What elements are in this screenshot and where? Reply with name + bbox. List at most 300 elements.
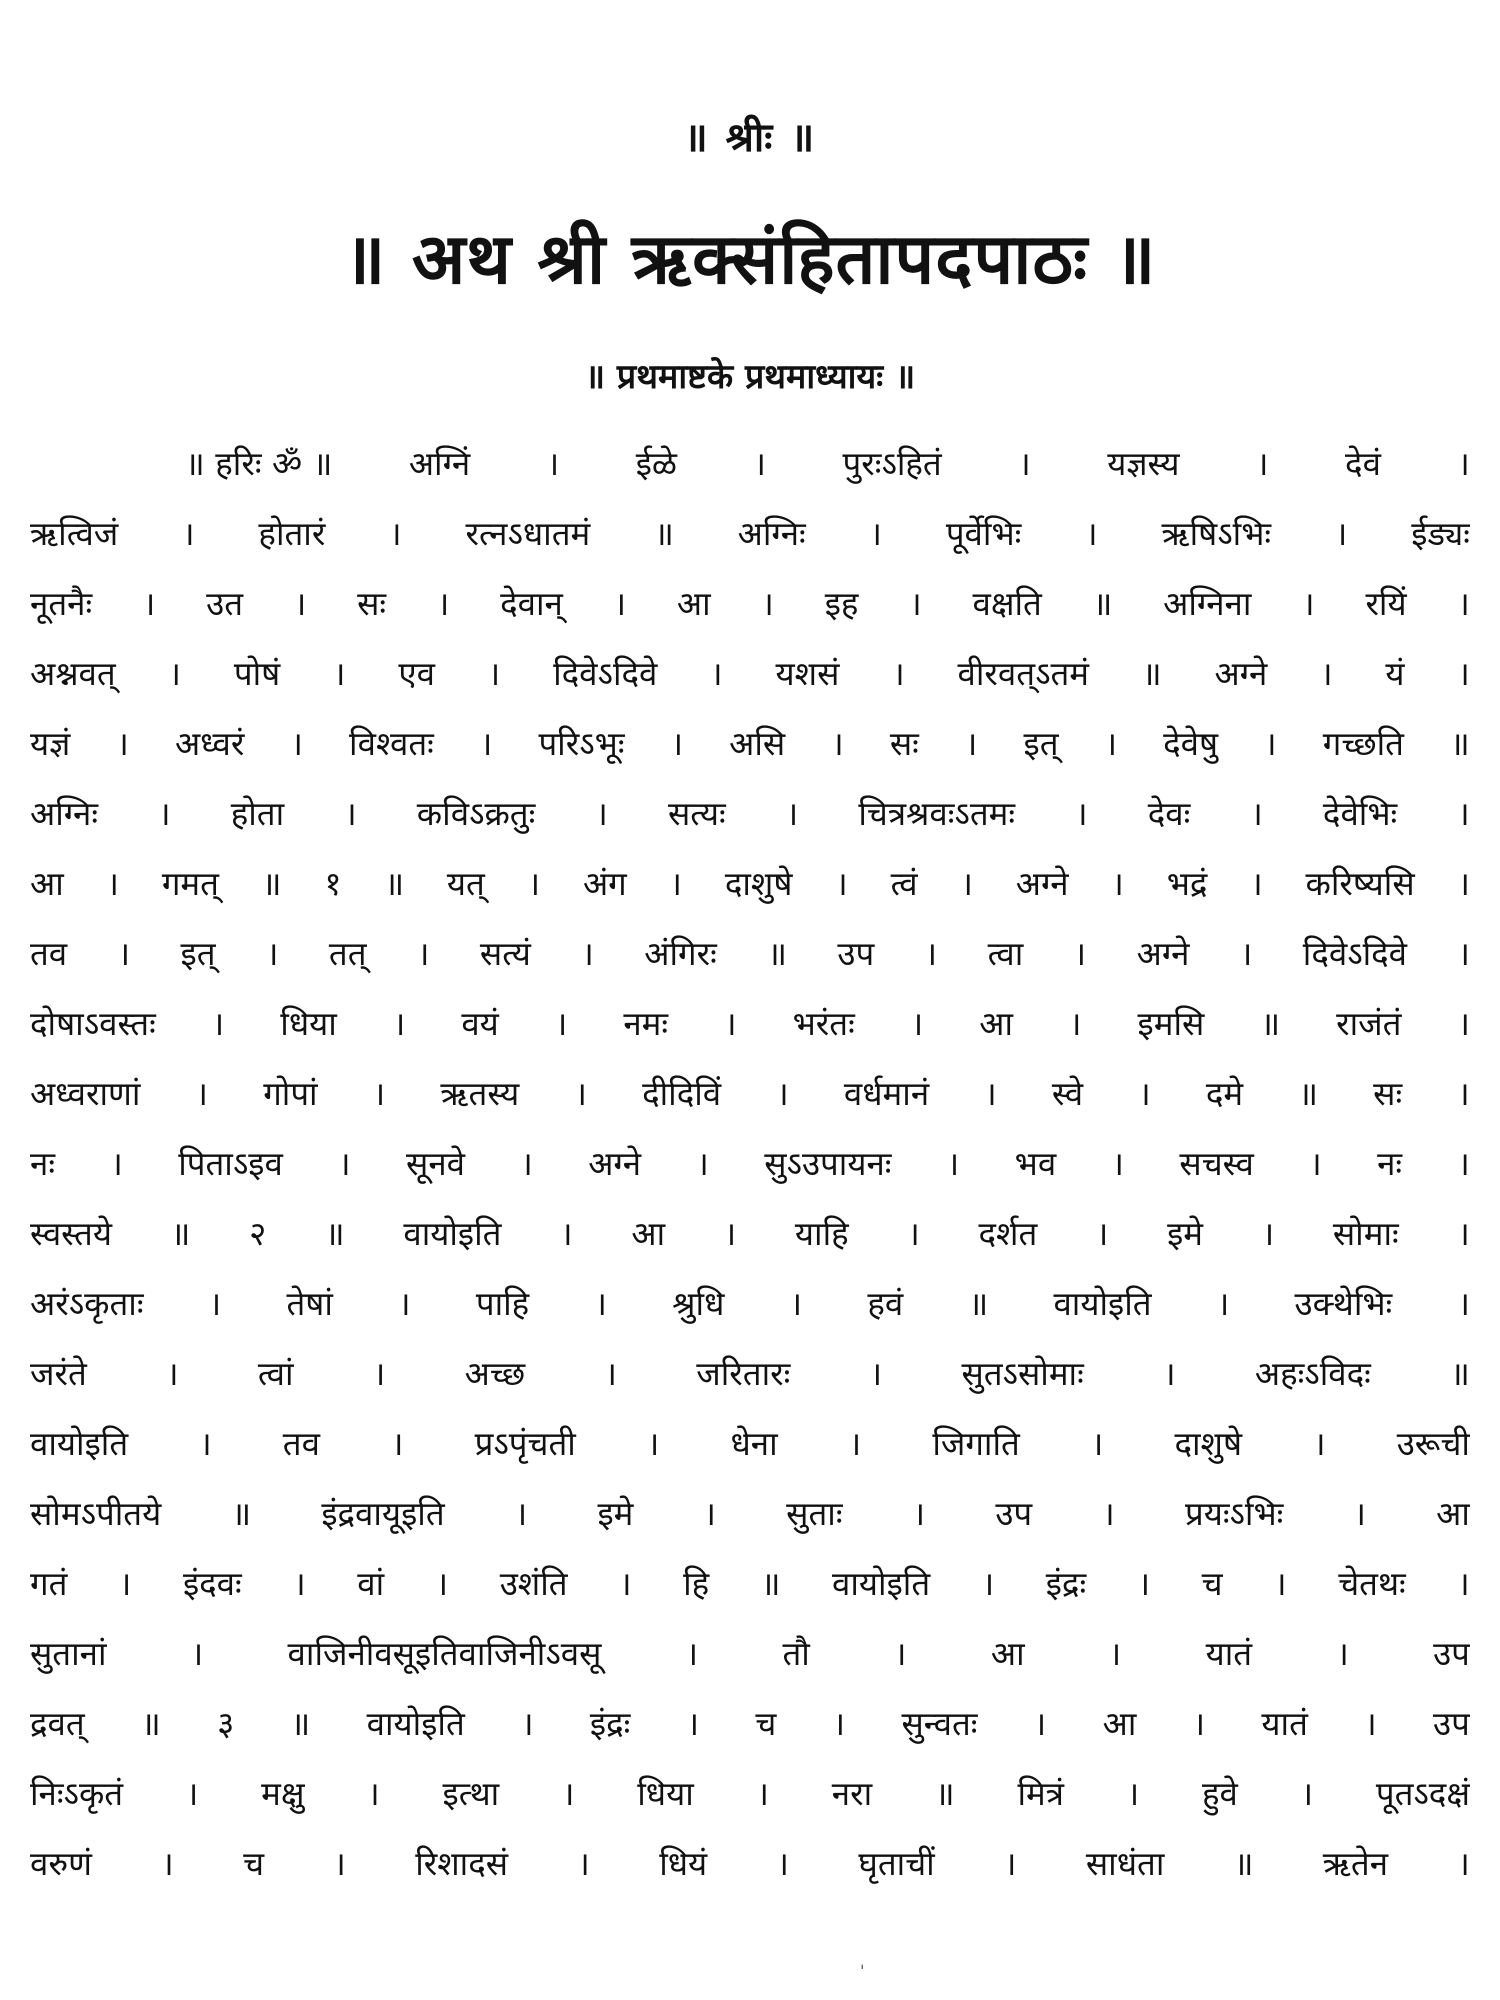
pada-word: यत् (446, 864, 485, 903)
pada-word: त्वां (257, 1354, 294, 1393)
pada-word: दिवेऽदिवे (553, 654, 658, 693)
pada-word: कविऽक्रतुः (416, 794, 536, 833)
pada-word: इमे (1167, 1214, 1204, 1253)
danda-mark: । (161, 1844, 174, 1883)
danda-mark: । (1111, 1144, 1125, 1183)
danda-mark: । (1457, 934, 1470, 973)
pada-word: नरा (831, 1774, 873, 1813)
danda-mark: ॥ (140, 1704, 161, 1743)
pada-word: अग्ने (588, 1144, 642, 1183)
pada-word: धिया (280, 1004, 337, 1043)
danda-mark: । (964, 724, 978, 763)
pada-word: अग्निं (408, 444, 471, 483)
pada-word: सचस्व (1179, 1144, 1254, 1183)
danda-mark: । (1457, 1074, 1470, 1113)
danda-mark: । (756, 1774, 770, 1813)
pada-word: यातं (1205, 1634, 1253, 1673)
pada-word: उक्थेभिः (1294, 1284, 1393, 1323)
pada-word: पुरःऽहितं (842, 444, 942, 483)
pada-word: मक्षु (261, 1774, 305, 1813)
danda-mark: ॥ (767, 934, 787, 973)
danda-mark: । (710, 654, 723, 693)
danda-mark: । (1216, 1284, 1230, 1323)
print-speck: ˈ (860, 1962, 865, 1981)
danda-mark: । (1111, 864, 1124, 903)
danda-mark: । (391, 1424, 404, 1463)
danda-mark: । (1004, 1844, 1017, 1883)
danda-mark: । (1457, 654, 1470, 693)
text-line (30, 1280, 1470, 1350)
pada-word: नः (30, 1144, 55, 1183)
danda-mark: । (831, 724, 844, 763)
danda-mark: ॥ (1450, 724, 1470, 763)
danda-mark: । (984, 1074, 997, 1113)
pada-word: इंद्रः (589, 1704, 631, 1743)
danda-mark: । (907, 1214, 920, 1253)
danda-mark: । (1336, 1634, 1349, 1673)
pada-word: सः (1373, 1074, 1403, 1113)
pada-word: असि (729, 724, 786, 763)
danda-mark: । (1457, 864, 1470, 903)
danda-mark: । (1018, 444, 1031, 483)
text-line (30, 440, 1470, 510)
pada-word: सत्यः (667, 794, 726, 833)
pada-word: आ (631, 1214, 666, 1253)
pada-word: पूर्वेभिः (945, 514, 1022, 553)
danda-mark: । (1137, 1564, 1151, 1603)
pada-word: इत्था (442, 1774, 500, 1813)
pada-word: हि (683, 1564, 710, 1603)
pada-word: च (755, 1704, 777, 1743)
danda-mark: । (835, 864, 848, 903)
text-line (30, 1140, 1470, 1210)
danda-mark: । (761, 584, 774, 623)
pada-word: आ (676, 584, 711, 623)
pada-word: एव (398, 654, 435, 693)
pada-word: वायोइति (403, 1214, 502, 1253)
danda-mark: । (723, 1214, 737, 1253)
pada-word: अंग (582, 864, 627, 903)
danda-mark: । (848, 1424, 862, 1463)
pada-word: राजंतं (1336, 1004, 1402, 1043)
pada-word: अरंऽकृताः (30, 1284, 144, 1323)
pada-word: सुन्वतः (901, 1704, 978, 1743)
pada-word: ॥ हरिः ॐ ॥ (185, 444, 333, 483)
danda-mark: । (344, 794, 357, 833)
pada-word: ईळे (635, 444, 678, 483)
danda-mark: । (142, 584, 156, 623)
pada-word: त्वं (890, 864, 918, 903)
pada-word: इमसि (1137, 1004, 1205, 1043)
danda-mark: । (389, 514, 402, 553)
pada-word: इंदवः (182, 1564, 242, 1603)
pada-word: तव (282, 1424, 320, 1463)
danda-mark: । (670, 724, 684, 763)
danda-mark: । (333, 654, 346, 693)
danda-mark: । (293, 1564, 306, 1603)
danda-mark: । (869, 1354, 883, 1393)
pada-word: तव (30, 934, 68, 973)
pada-word: देवान् (500, 584, 563, 623)
danda-mark: । (1090, 1424, 1104, 1463)
danda-mark: । (1192, 1704, 1206, 1743)
pada-word: अध्वरं (174, 724, 245, 763)
danda-mark: ॥ (1298, 1074, 1319, 1113)
pada-word: द्रवत् (30, 1704, 85, 1743)
danda-mark: । (724, 1004, 737, 1043)
pada-word: त्वा (987, 934, 1024, 973)
pada-word: यज्ञस्य (1107, 444, 1180, 483)
pada-word: घृताचीं (858, 1844, 935, 1883)
danda-mark: ॥ (1450, 1354, 1470, 1393)
danda-mark: । (265, 934, 279, 973)
pada-word: गमत् (161, 864, 219, 903)
danda-mark: । (1457, 584, 1470, 623)
danda-mark: । (1102, 1494, 1115, 1533)
danda-mark: । (1250, 794, 1263, 833)
pada-word: याहि (794, 1214, 849, 1253)
danda-mark: ॥ (384, 864, 405, 903)
text-line (30, 1630, 1470, 1700)
danda-mark: । (1250, 864, 1263, 903)
pada-word: देवः (1147, 794, 1191, 833)
danda-mark: । (1457, 444, 1470, 483)
pada-word: इंद्रवायूइति (321, 1494, 445, 1533)
danda-mark: । (182, 514, 195, 553)
danda-mark: ॥ (231, 1494, 252, 1533)
pada-word: परिऽभूः (538, 724, 625, 763)
pada-word: सुताः (786, 1494, 843, 1533)
danda-mark: । (910, 1004, 924, 1043)
pada-word: सोमऽपीतये (30, 1494, 162, 1533)
pada-word: होतारं (258, 514, 326, 553)
danda-mark: । (554, 1004, 568, 1043)
text-line (30, 580, 1470, 650)
danda-mark: । (1302, 584, 1315, 623)
danda-mark: । (398, 1284, 411, 1323)
pada-word: पूतऽदक्षं (1375, 1774, 1470, 1813)
danda-mark: ॥ (1233, 1844, 1254, 1883)
pada-word: रत्नऽधातमं (465, 514, 591, 553)
danda-mark: । (479, 724, 493, 763)
danda-mark: । (372, 1074, 386, 1113)
danda-mark: । (1364, 1704, 1377, 1743)
danda-mark: । (594, 1284, 607, 1323)
pada-word: आ (30, 864, 64, 903)
danda-mark: । (869, 514, 882, 553)
danda-mark: । (1126, 1774, 1140, 1813)
pada-word: अध्वराणां (30, 1074, 141, 1113)
danda-mark: । (293, 584, 307, 623)
text-line (30, 1420, 1470, 1490)
danda-mark: । (392, 1004, 406, 1043)
pada-word: वयं (461, 1004, 499, 1043)
pada-word: तत् (328, 934, 367, 973)
danda-mark: । (561, 1774, 575, 1813)
pada-word: वायोइति (366, 1704, 465, 1743)
danda-mark: । (574, 1074, 587, 1113)
pada-word: उप (1433, 1634, 1470, 1673)
danda-mark: । (1104, 724, 1118, 763)
danda-mark: । (1353, 1494, 1366, 1533)
pada-word: सः (357, 584, 387, 623)
danda-mark: । (613, 584, 627, 623)
pada-word: धेना (730, 1424, 778, 1463)
danda-mark: । (436, 584, 450, 623)
danda-mark: । (595, 794, 608, 833)
text-line (30, 1350, 1470, 1420)
danda-mark: । (1309, 1144, 1322, 1183)
danda-mark: । (960, 864, 973, 903)
danda-mark: । (435, 1564, 449, 1603)
pada-word: यज्ञं (30, 724, 71, 763)
pada-word: भद्रं (1166, 864, 1208, 903)
danda-mark: । (367, 1774, 380, 1813)
pada-word: अग्ने (1015, 864, 1069, 903)
danda-mark: । (696, 1144, 709, 1183)
danda-mark: । (1264, 724, 1277, 763)
danda-mark: । (604, 1354, 617, 1393)
pada-word: च (1201, 1564, 1223, 1603)
pada-word: अंगिरः (644, 934, 717, 973)
danda-mark: । (892, 654, 905, 693)
text-line (30, 1000, 1470, 1070)
danda-mark: । (199, 1424, 212, 1463)
pada-word: आ (990, 1634, 1025, 1673)
danda-mark: । (1108, 1634, 1122, 1673)
danda-mark: । (1457, 1214, 1470, 1253)
pada-word: इंद्रः (1045, 1564, 1087, 1603)
pada-word: सुतऽसोमाः (961, 1354, 1084, 1393)
text-line (30, 510, 1470, 580)
danda-mark: ॥ (934, 1774, 955, 1813)
danda-mark: । (753, 444, 767, 483)
pada-word: वायोइति (832, 1564, 931, 1603)
danda-mark: । (646, 1424, 660, 1463)
pada-word: होता (230, 794, 285, 833)
text-line (30, 650, 1470, 720)
pada-word: वाजिनीवसूइतिवाजिनीऽवसू (287, 1634, 602, 1673)
danda-mark: । (416, 934, 430, 973)
pada-word: यशसं (775, 654, 840, 693)
danda-mark: । (1033, 1704, 1047, 1743)
pada-word: अग्निना (1163, 584, 1252, 623)
pada-word: सूनवे (406, 1144, 465, 1183)
pada-word: तौ (782, 1634, 810, 1673)
danda-mark: । (924, 934, 938, 973)
danda-mark: । (1457, 1004, 1470, 1043)
text-line (30, 720, 1470, 790)
pada-word: सुऽउपायनः (764, 1144, 892, 1183)
pada-word: तेषां (286, 1284, 333, 1323)
pada-word: नः (1377, 1144, 1403, 1183)
pada-word: इह (824, 584, 859, 623)
pada-word: जिगाति (932, 1424, 1020, 1463)
danda-mark: । (1239, 934, 1253, 973)
danda-mark: । (1075, 794, 1088, 833)
danda-mark: । (487, 654, 501, 693)
pada-word: गोपां (263, 1074, 318, 1113)
pada-word: आ (979, 1004, 1014, 1043)
pada-word: अग्निः (737, 514, 806, 553)
pada-word: वायोइति (30, 1424, 129, 1463)
pada-word: उप (995, 1494, 1033, 1533)
danda-mark: । (333, 1844, 346, 1883)
pada-word: सोमाः (1332, 1214, 1399, 1253)
danda-mark: । (981, 1564, 995, 1603)
danda-mark: । (338, 1144, 351, 1183)
pada-word: निःऽकृतं (30, 1774, 124, 1813)
pada-word: वरुणं (30, 1844, 92, 1883)
pada-word: उप (1433, 1704, 1470, 1743)
pada-word: वर्धमानं (843, 1074, 930, 1113)
danda-mark: ॥ (324, 1214, 345, 1253)
danda-mark: । (685, 1634, 699, 1673)
pada-word: दाशुषे (1174, 1424, 1243, 1463)
pada-word: भरंतः (792, 1004, 855, 1043)
danda-mark: । (158, 794, 171, 833)
pada-word: अहःऽविदः (1254, 1354, 1371, 1393)
pada-word: उप (837, 934, 875, 973)
pada-word: आ (1102, 1704, 1137, 1743)
pada-word: इमे (597, 1494, 634, 1533)
danda-mark: ॥ (261, 864, 282, 903)
pada-word: साधंता (1085, 1844, 1165, 1883)
pada-word: गतं (30, 1564, 68, 1603)
pada-word: पाहि (475, 1284, 530, 1323)
text-line (30, 1700, 1470, 1770)
pada-word: अच्छ (464, 1354, 526, 1393)
danda-mark: । (1320, 654, 1333, 693)
text-line (30, 860, 1470, 930)
pada-word: च (243, 1844, 265, 1883)
danda-mark: । (117, 934, 131, 973)
pada-word: वां (357, 1564, 385, 1603)
danda-mark: ॥ (290, 1704, 311, 1743)
danda-mark: । (1073, 934, 1087, 973)
text-line (30, 1490, 1470, 1560)
pada-word: वक्षति (972, 584, 1042, 623)
danda-mark: । (1457, 794, 1470, 833)
pada-word: प्रऽपृंचती (474, 1424, 576, 1463)
danda-mark: । (1069, 1004, 1082, 1043)
pada-word: वीरवत्ऽतमं (957, 654, 1090, 693)
pada-word: ईड्यः (1411, 514, 1470, 553)
padapatha-text-body (30, 440, 1470, 1910)
danda-mark: । (669, 864, 683, 903)
danda-mark: । (546, 444, 560, 483)
pada-word: नमः (623, 1004, 669, 1043)
danda-mark: । (527, 864, 541, 903)
pada-word: दर्शत (978, 1214, 1038, 1253)
pada-word: देवं (1345, 444, 1381, 483)
danda-mark: । (776, 1074, 789, 1113)
pada-word: अश्नवत् (30, 654, 116, 693)
pada-word: दिवेऽदिवे (1302, 934, 1408, 973)
danda-mark: । (1457, 1284, 1470, 1323)
danda-mark: । (581, 934, 594, 973)
danda-mark: । (520, 1144, 533, 1183)
danda-mark: । (185, 1774, 199, 1813)
danda-mark: । (1085, 514, 1098, 553)
page-title: ॥ अथ श्री ऋक्संहितापदपाठः ॥ (343, 218, 1157, 300)
pada-word: आ (1436, 1494, 1470, 1533)
danda-mark: । (1274, 1564, 1287, 1603)
danda-mark: । (1300, 1774, 1314, 1813)
danda-mark: । (703, 1494, 717, 1533)
danda-mark: ॥ (1260, 1004, 1281, 1043)
danda-mark: । (1457, 1844, 1470, 1883)
pada-word: देवेभिः (1322, 794, 1398, 833)
danda-mark: । (208, 1284, 222, 1323)
pada-word: ३ (217, 1704, 235, 1743)
pada-word: रिशादसं (415, 1844, 509, 1883)
pada-word: नूतनैः (30, 584, 93, 623)
danda-mark: । (909, 584, 922, 623)
pada-word: मित्रं (1017, 1774, 1064, 1813)
pada-word: देवेषु (1163, 724, 1219, 763)
danda-mark: । (912, 1494, 926, 1533)
danda-mark: ॥ (654, 514, 674, 553)
pada-word: दोषाऽवस्तः (30, 1004, 156, 1043)
pada-word: श्रुधि (672, 1284, 725, 1323)
section-heading: ॥ प्रथमाष्टके प्रथमाध्यायः ॥ (584, 357, 916, 397)
danda-mark: । (118, 1564, 132, 1603)
text-line (30, 790, 1470, 860)
pada-word: जरंते (30, 1354, 87, 1393)
danda-mark: । (1256, 444, 1269, 483)
pada-word: भव (1014, 1144, 1057, 1183)
danda-mark: । (372, 1354, 386, 1393)
danda-mark: । (1313, 1424, 1326, 1463)
pada-word: धिया (637, 1774, 694, 1813)
danda-mark: । (1163, 1354, 1176, 1393)
danda-mark: । (290, 724, 303, 763)
danda-mark: । (521, 1704, 534, 1743)
pada-word: १ (324, 864, 342, 903)
pada-word: ऋतस्य (440, 1074, 520, 1113)
danda-mark: । (106, 864, 120, 903)
danda-mark: ॥ (760, 1564, 781, 1603)
pada-word: ऋतेन (1322, 1844, 1389, 1883)
pada-word: उरूची (1396, 1424, 1470, 1463)
danda-mark: । (946, 1144, 960, 1183)
danda-mark: । (686, 1704, 700, 1743)
danda-mark: । (776, 1844, 790, 1883)
pada-word: अग्ने (1214, 654, 1268, 693)
text-line (30, 1840, 1470, 1910)
pada-word: इत् (180, 934, 216, 973)
pada-word: ऋत्विजं (30, 514, 119, 553)
pada-word: अग्ने (1136, 934, 1190, 973)
danda-mark: । (514, 1494, 528, 1533)
pada-word: दाशुषे (724, 864, 793, 903)
text-line (30, 1070, 1470, 1140)
pada-word: २ (249, 1214, 267, 1253)
text-line (30, 930, 1470, 1000)
danda-mark: । (560, 1214, 573, 1253)
pada-word: वायोइति (1053, 1284, 1152, 1323)
danda-mark: ॥ (170, 1214, 191, 1253)
pada-word: चित्रश्रवःऽतमः (858, 794, 1016, 833)
pada-word: प्रयःऽभिः (1184, 1494, 1284, 1533)
danda-mark: । (1095, 1214, 1109, 1253)
danda-mark: । (619, 1564, 632, 1603)
pada-word: इत् (1023, 724, 1059, 763)
danda-mark: ॥ (1141, 654, 1162, 693)
pada-word: पिताऽइव (178, 1144, 283, 1183)
danda-mark: । (789, 1284, 803, 1323)
